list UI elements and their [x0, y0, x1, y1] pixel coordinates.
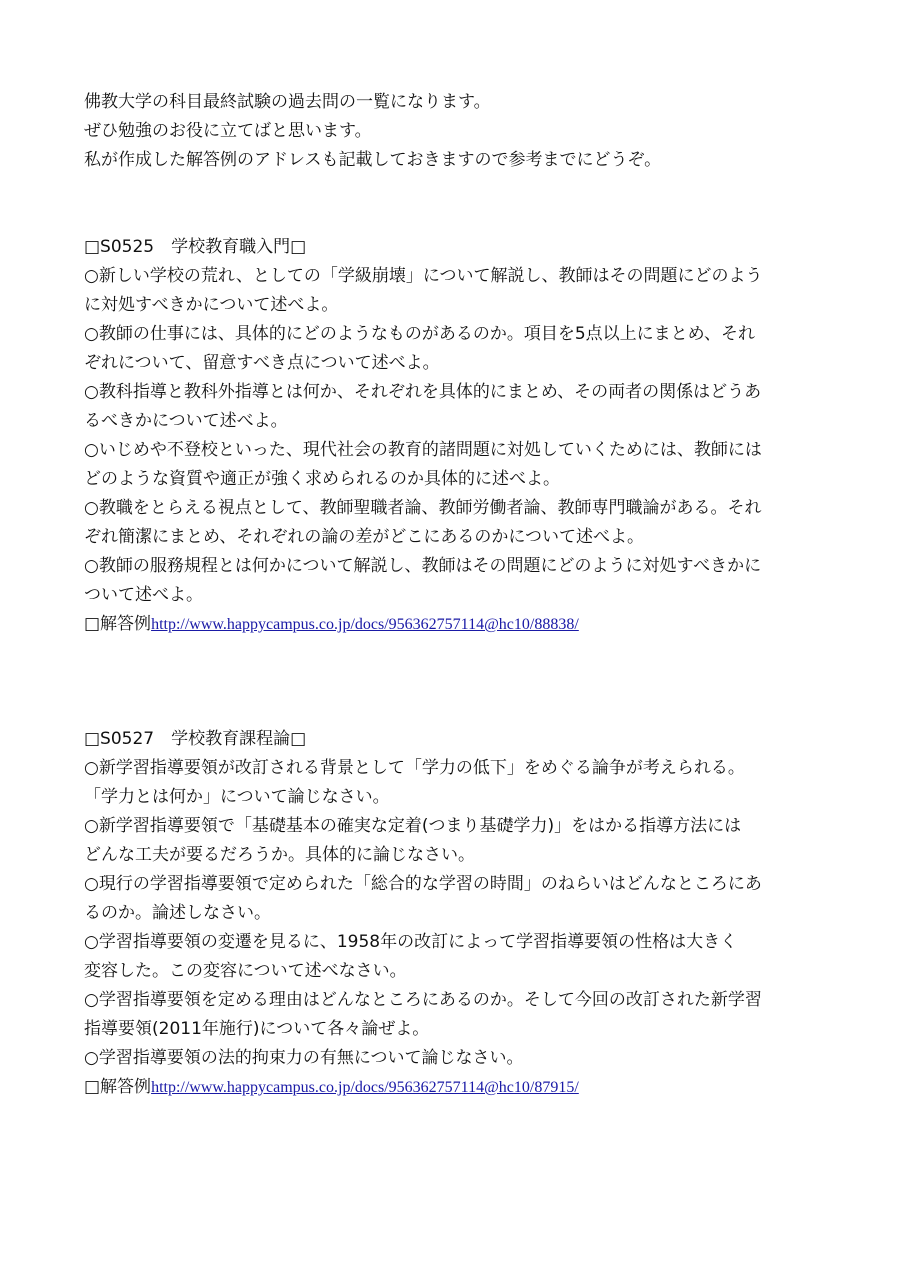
answer-link[interactable]: http://www.happycampus.co.jp/docs/956362757114@hc10/88838/ [151, 616, 579, 633]
answer-link[interactable]: http://www.happycampus.co.jp/docs/956362757114@hc10/87915/ [151, 1079, 579, 1096]
question-line: ○学習指導要領の法的拘束力の有無について論じなさい。 [84, 1048, 524, 1068]
answer-prefix: □解答例 [84, 614, 152, 634]
answer-prefix: □解答例 [84, 1077, 152, 1097]
question-line: ○現行の学習指導要領で定められた「総合的な学習の時間」のねらいはどんなところにあ [84, 874, 762, 894]
question-line: 変容した。この変容について述べなさい。 [84, 961, 407, 981]
question-line: ぞれについて、留意すべき点について述べよ。 [84, 353, 440, 373]
question-line: ぞれ簡潔にまとめ、それぞれの論の差がどこにあるのかについて述べよ。 [84, 527, 644, 547]
question-line: 指導要領(2011年施行)について各々論ぜよ。 [84, 1019, 430, 1039]
question-line: ○学習指導要領の変遷を見るに、1958年の改訂によって学習指導要領の性格は大きく [84, 932, 738, 952]
section-heading: □S0527 学校教育課程論□ [84, 729, 307, 749]
document-page [84, 88, 824, 1102]
answer-line [84, 610, 824, 639]
question-line: どんな工夫が要るだろうか。具体的に論じなさい。 [84, 845, 475, 865]
question-line: ○教職をとらえる視点として、教師聖職者論、教師労働者論、教師専門職論がある。それ [84, 498, 762, 518]
question-line: ○教師の服務規程とは何かについて解説し、教師はその問題にどのように対処すべきかに [84, 556, 762, 576]
question-line: ○新学習指導要領で「基礎基本の確実な定着(つまり基礎学力)」をはかる指導方法には [84, 816, 742, 836]
question-line: ○学習指導要領を定める理由はどんなところにあるのか。そして今回の改訂された新学習 [84, 990, 762, 1010]
question-line: 「学力とは何か」について論じなさい。 [84, 787, 390, 807]
question-line: どのような資質や適正が強く求められるのか具体的に述べよ。 [84, 469, 560, 489]
answer-line [84, 1073, 824, 1102]
question-line: ○いじめや不登校といった、現代社会の教育的諸問題に対処していくためには、教師には [84, 440, 762, 460]
question-line: るのか。論述しなさい。 [84, 903, 271, 923]
question-line: に対処すべきかについて述べよ。 [84, 295, 339, 315]
section-heading: □S0525 学校教育職入門□ [84, 237, 307, 257]
question-line: ついて述べよ。 [84, 585, 203, 605]
question-line: ○教師の仕事には、具体的にどのようなものがあるのか。項目を5点以上にまとめ、それ [84, 324, 755, 344]
question-line: るべきかについて述べよ。 [84, 411, 288, 431]
intro-line: 私が作成した解答例のアドレスも記載しておきますので参考までにどうぞ。 [84, 150, 662, 170]
question-line: ○新しい学校の荒れ、としての「学級崩壊」について解説し、教師はその問題にどのよう [84, 266, 763, 286]
intro-line: 佛教大学の科目最終試験の過去問の一覧になります。 [84, 92, 491, 112]
intro-line: ぜひ勉強のお役に立てばと思います。 [84, 121, 372, 141]
question-line: ○教科指導と教科外指導とは何か、それぞれを具体的にまとめ、その両者の関係はどうあ [84, 382, 762, 402]
question-line: ○新学習指導要領が改訂される背景として「学力の低下」をめぐる論争が考えられる。 [84, 758, 745, 778]
